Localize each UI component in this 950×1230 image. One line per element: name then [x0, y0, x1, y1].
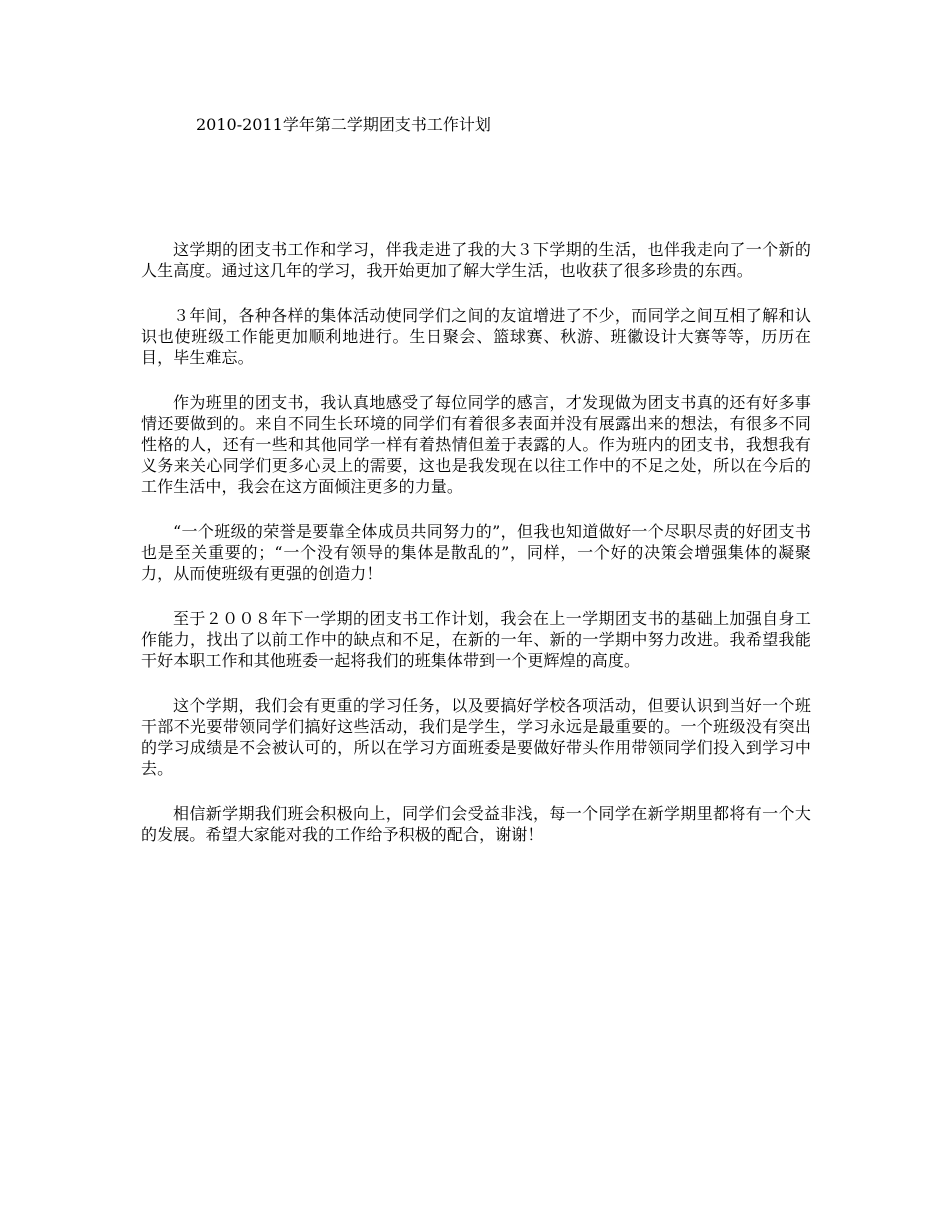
paragraph-3: 作为班里的团支书，我认真地感受了每位同学的感言，才发现做为团支书真的还有好多事情还要做到的。来自不同生长环境的同学们有着很多表面并没有展露出来的想法，有很多不同性格的人，还有一些和其他同学一样有着热情但羞于表露的人。作为班内的团支书，我想我有义务来关心同学们更多心灵上的需要，这也是我发现在以往工作中的不足之处，所以在今后的工作生活中，我会在这方面倾注更多的力量。 [141, 393, 811, 496]
paragraph-1: 这学期的团支书工作和学习，伴我走进了我的大３下学期的生活，也伴我走向了一个新的人生高度。通过这几年的学习，我开始更加了解大学生活，也收获了很多珍贵的东西。 [141, 240, 811, 280]
paragraph-5: 至于２００８年下一学期的团支书工作计划，我会在上一学期团支书的基础上加强自身工作能力，找出了以前工作中的缺点和不足，在新的一年、新的一学期中努力改进。我希望我能干好本职工作和其他班委一起将我们的班集体带到一个更辉煌的高度。 [141, 609, 811, 670]
document-title: 2010-2011学年第二学期团支书工作计划 [196, 115, 491, 134]
paragraph-2: ３年间，各种各样的集体活动使同学们之间的友谊增进了不少，而同学之间互相了解和认识也使班级工作能更加顺利地进行。生日聚会、篮球赛、秋游、班徽设计大赛等等，历历在目，毕生难忘。 [141, 306, 811, 367]
document-body [141, 239, 811, 869]
paragraph-6: 这个学期，我们会有更重的学习任务，以及要搞好学校各项活动，但要认识到当好一个班干部不光要带领同学们搞好这些活动，我们是学生，学习永远是最重要的。一个班级没有突出的学习成绩是不会被认可的，所以在学习方面班委是要做好带头作用带领同学们投入到学习中去。 [141, 696, 811, 778]
paragraph-4: “一个班级的荣誉是要靠全体成员共同努力的”，但我也知道做好一个尽职尽责的好团支书也是至关重要的；“一个没有领导的集体是散乱的”，同样，一个好的决策会增强集体的凝聚力，从而使班级有更强的创造力！ [141, 522, 811, 583]
paragraph-7: 相信新学期我们班会积极向上，同学们会受益非浅，每一个同学在新学期里都将有一个大的发展。希望大家能对我的工作给予积极的配合，谢谢！ [141, 804, 811, 844]
